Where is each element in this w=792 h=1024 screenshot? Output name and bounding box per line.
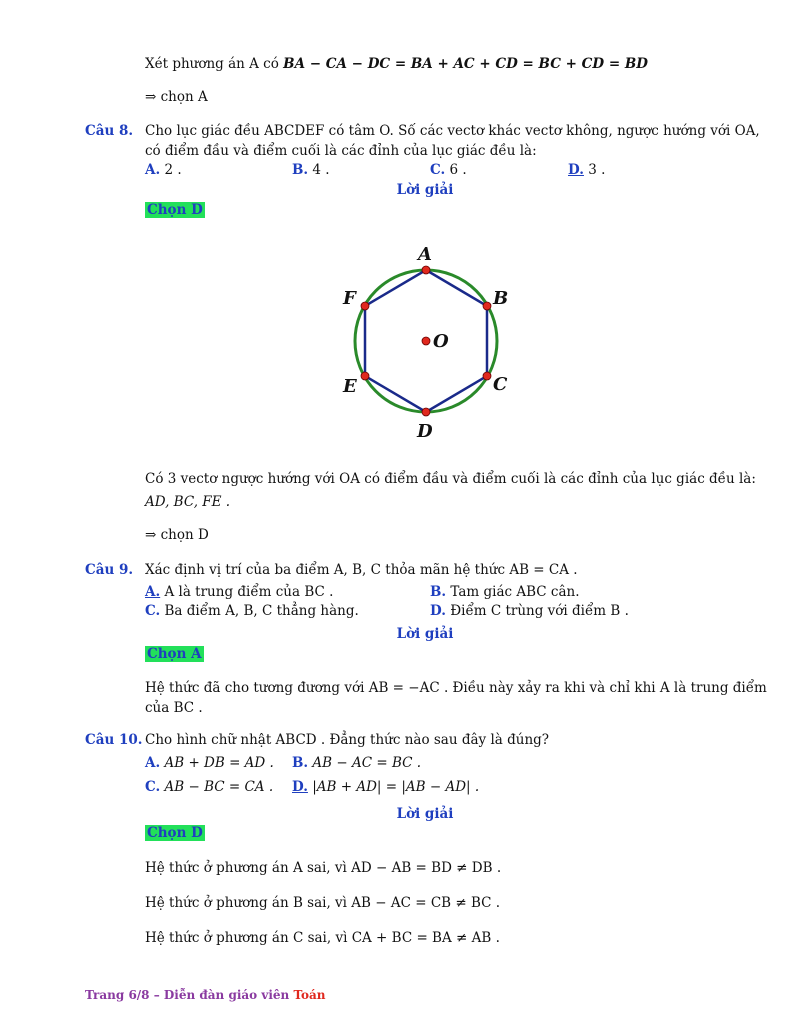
footer-page: Trang 6/8 – Diễn đàn giáo viên [85,988,290,1002]
q10-label: Câu 10. [85,732,143,748]
q8-text-2: có điểm đầu và điểm cuối là các đỉnh của lục giác đều là: [145,143,537,159]
q8-answer: Chọn D [147,202,203,218]
label-o: O [433,331,449,352]
label-f: F [343,288,356,309]
q9-explain-1: Hệ thức đã cho tương đương với AB = −AC . Điều này xảy ra khi và chỉ khi A là trung điểm [145,680,767,696]
q9-label: Câu 9. [85,562,134,578]
q8-explain-1: Có 3 vectơ ngược hướng với OA có điểm đầu và điểm cuối là các đỉnh của lục giác đều là: [145,471,756,487]
q9-option-b: B. Tam giác ABC cân. [430,584,580,600]
q9-option-c: C. Ba điểm A, B, C thẳng hàng. [145,603,359,619]
intro-line [145,56,648,72]
point-a [422,266,430,274]
label-d: D [417,421,433,440]
q10-explain-c: Hệ thức ở phương án C sai, vì CA + BC = BA ≠ AB . [145,930,500,946]
q9-text: Xác định vị trí của ba điểm A, B, C thỏa mãn hệ thức AB = CA . [145,562,578,578]
intro-conclusion: ⇒ chọn A [145,89,208,105]
q10-option-c: C. AB − BC = CA . [145,779,274,795]
label-b: B [493,288,509,309]
q8-conclusion: ⇒ chọn D [145,527,209,543]
q10-answer: Chọn D [147,825,203,841]
q8-option-c: C. 6 . [430,162,467,178]
q8-solution-title: Lời giải [396,182,454,198]
q8-text-1: Cho lục giác đều ABCDEF có tâm O. Số các vectơ khác vectơ không, ngược hướng với OA, [145,123,760,139]
intro-text: Xét phương án A có [145,56,279,72]
point-o [422,337,430,345]
q8-option-a: A. 2 . [145,162,182,178]
q9-solution-title: Lời giải [396,626,454,642]
point-b [483,302,491,310]
q10-option-b: B. AB − AC = BC . [292,755,422,771]
page-footer [85,988,326,1002]
point-c [483,372,491,380]
q10-explain-a: Hệ thức ở phương án A sai, vì AD − AB = BD ≠ DB . [145,860,502,876]
q10-option-d: D. |AB + AD| = |AB − AD| . [292,779,480,795]
q9-explain-2: của BC . [145,700,203,716]
q10-solution-title: Lời giải [396,806,454,822]
hexagon-figure [330,240,530,440]
q9-answer: Chọn A [147,646,202,662]
label-e: E [343,376,357,397]
label-a: A [418,244,432,265]
point-d [422,408,430,416]
q9-option-d: D. Điểm C trùng với điểm B . [430,603,629,619]
point-e [361,372,369,380]
point-f [361,302,369,310]
q8-label: Câu 8. [85,123,134,139]
q9-option-a: A. A là trung điểm của BC . [145,584,334,600]
intro-equation: BA − CA − DC = BA + AC + CD = BC + CD = BD [283,56,648,72]
footer-subject: Toán [293,988,326,1002]
q10-option-a: A. AB + DB = AD . [145,755,274,771]
q8-explain-2: AD, BC, FE . [145,494,231,510]
q10-explain-b: Hệ thức ở phương án B sai, vì AB − AC = CB ≠ BC . [145,895,501,911]
q8-option-d: D. 3 . [568,162,606,178]
q10-text: Cho hình chữ nhật ABCD . Đẳng thức nào sau đây là đúng? [145,732,550,748]
q8-option-b: B. 4 . [292,162,330,178]
label-c: C [493,374,508,395]
